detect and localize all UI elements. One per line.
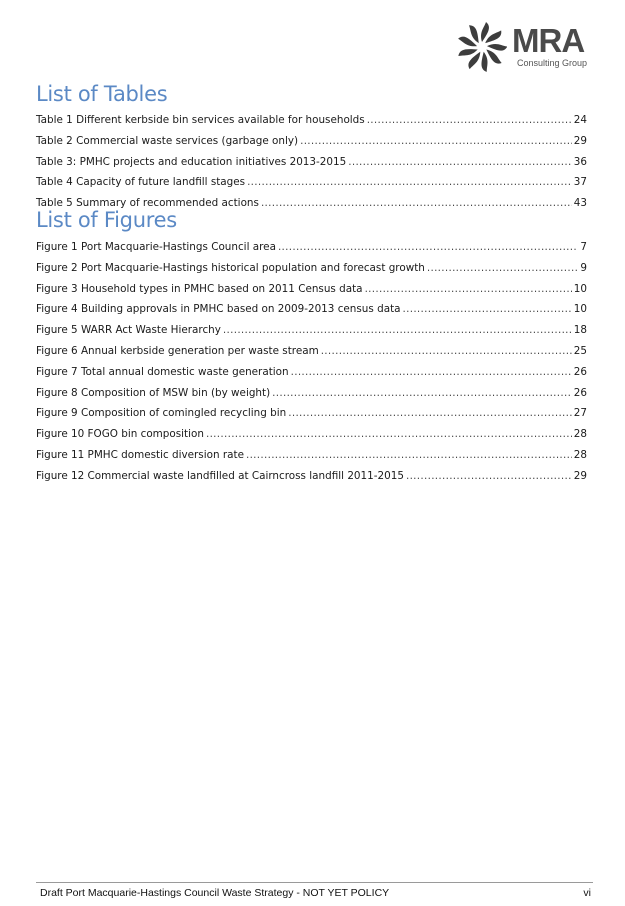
toc-entry-label: Figure 5 WARR Act Waste Hierarchy <box>36 324 221 337</box>
footer-text: Draft Port Macquarie-Hastings Council Waste Strategy - NOT YET POLICY <box>40 887 390 899</box>
toc-entry[interactable] <box>36 283 587 304</box>
toc-entry[interactable] <box>36 449 587 470</box>
toc-entry-label: Figure 1 Port Macquarie-Hastings Council area <box>36 241 276 253</box>
toc-entry[interactable] <box>36 135 587 156</box>
toc-entry-page: 24 <box>573 114 587 126</box>
toc-leader-dots <box>246 449 572 461</box>
toc-entry-page: 18 <box>573 324 587 337</box>
toc-leader-dots <box>348 156 572 168</box>
footer-page-number: vi <box>583 887 591 899</box>
toc-entry-label: Figure 8 Composition of MSW bin (by weight) <box>36 386 271 399</box>
toc-entry[interactable] <box>36 407 587 428</box>
toc-entry-label: Figure 6 Annual kerbside generation per waste stream <box>36 344 319 357</box>
toc-leader-dots <box>206 428 572 440</box>
toc-leader-dots <box>278 241 578 253</box>
toc-entry-label: Figure 4 Building approvals in PMHC based on 2009-2013 census data <box>36 303 401 316</box>
toc-entry[interactable] <box>36 366 587 387</box>
toc-leader-dots <box>403 303 572 315</box>
toc-entry-label: Figure 3 Household types in PMHC based on 2011 Census data <box>36 282 363 295</box>
toc-leader-dots <box>291 366 572 378</box>
toc-leader-dots <box>365 283 572 295</box>
toc-entry[interactable] <box>36 176 587 197</box>
toc-entry-page: 28 <box>573 448 587 461</box>
list-of-figures-heading: List of Figures <box>36 208 177 232</box>
mra-logo <box>457 20 597 76</box>
toc-entry-page: 7 <box>580 241 587 253</box>
tables-list <box>36 114 587 218</box>
figures-list <box>36 241 587 491</box>
toc-entry-label: Table 5 Summary of recommended actions <box>36 197 259 210</box>
toc-entry-label: Figure 7 Total annual domestic waste generation <box>36 365 289 378</box>
mra-logo-icon <box>457 20 507 74</box>
logo-wordmark: MRA <box>512 22 585 59</box>
toc-entry-page: 26 <box>573 365 587 378</box>
toc-entry[interactable] <box>36 303 587 324</box>
toc-entry-page: 36 <box>573 155 587 168</box>
toc-entry-label: Table 3: PMHC projects and education initiatives 2013-2015 <box>36 155 347 168</box>
toc-entry-page: 29 <box>573 469 587 482</box>
toc-entry[interactable] <box>36 114 587 135</box>
toc-leader-dots <box>288 407 572 419</box>
toc-entry[interactable] <box>36 428 587 449</box>
toc-entry-label: Table 4 Capacity of future landfill stages <box>36 176 246 189</box>
list-of-tables-heading: List of Tables <box>36 82 168 106</box>
toc-leader-dots <box>223 324 572 336</box>
toc-entry[interactable] <box>36 345 587 366</box>
toc-entry-label: Figure 12 Commercial waste landfilled at Cairncross landfill 2011-2015 <box>36 469 404 482</box>
toc-entry-page: 43 <box>573 197 587 210</box>
toc-entry-label: Figure 2 Port Macquarie-Hastings historical population and forecast growth <box>36 261 425 274</box>
toc-entry[interactable] <box>36 262 587 283</box>
toc-leader-dots <box>272 387 572 399</box>
toc-entry[interactable] <box>36 324 587 345</box>
toc-entry-page: 29 <box>573 134 587 147</box>
footer-divider <box>36 882 593 883</box>
toc-entry[interactable] <box>36 387 587 408</box>
toc-entry-label: Table 1 Different kerbside bin services available for households <box>36 114 365 126</box>
toc-leader-dots <box>367 114 572 126</box>
toc-entry-page: 27 <box>573 407 587 420</box>
toc-leader-dots <box>427 262 579 274</box>
toc-entry-label: Table 2 Commercial waste services (garbage only) <box>36 134 299 147</box>
toc-entry[interactable] <box>36 241 587 262</box>
toc-leader-dots <box>300 135 572 147</box>
toc-entry-page: 28 <box>573 428 587 441</box>
toc-leader-dots <box>247 176 572 188</box>
toc-entry-label: Figure 11 PMHC domestic diversion rate <box>36 448 244 461</box>
toc-leader-dots <box>321 345 572 357</box>
logo-subtitle: Consulting Group <box>517 58 588 68</box>
toc-leader-dots <box>406 470 572 482</box>
toc-entry-label: Figure 10 FOGO bin composition <box>36 428 204 441</box>
toc-entry-page: 9 <box>580 261 587 274</box>
toc-entry[interactable] <box>36 470 587 491</box>
toc-entry-page: 10 <box>573 282 587 295</box>
toc-entry-page: 37 <box>573 176 587 189</box>
toc-entry-page: 25 <box>573 344 587 357</box>
toc-leader-dots <box>261 197 572 209</box>
toc-entry-page: 10 <box>573 303 587 316</box>
toc-entry-page: 26 <box>573 386 587 399</box>
toc-entry-label: Figure 9 Composition of comingled recycling bin <box>36 407 287 420</box>
toc-entry[interactable] <box>36 156 587 177</box>
